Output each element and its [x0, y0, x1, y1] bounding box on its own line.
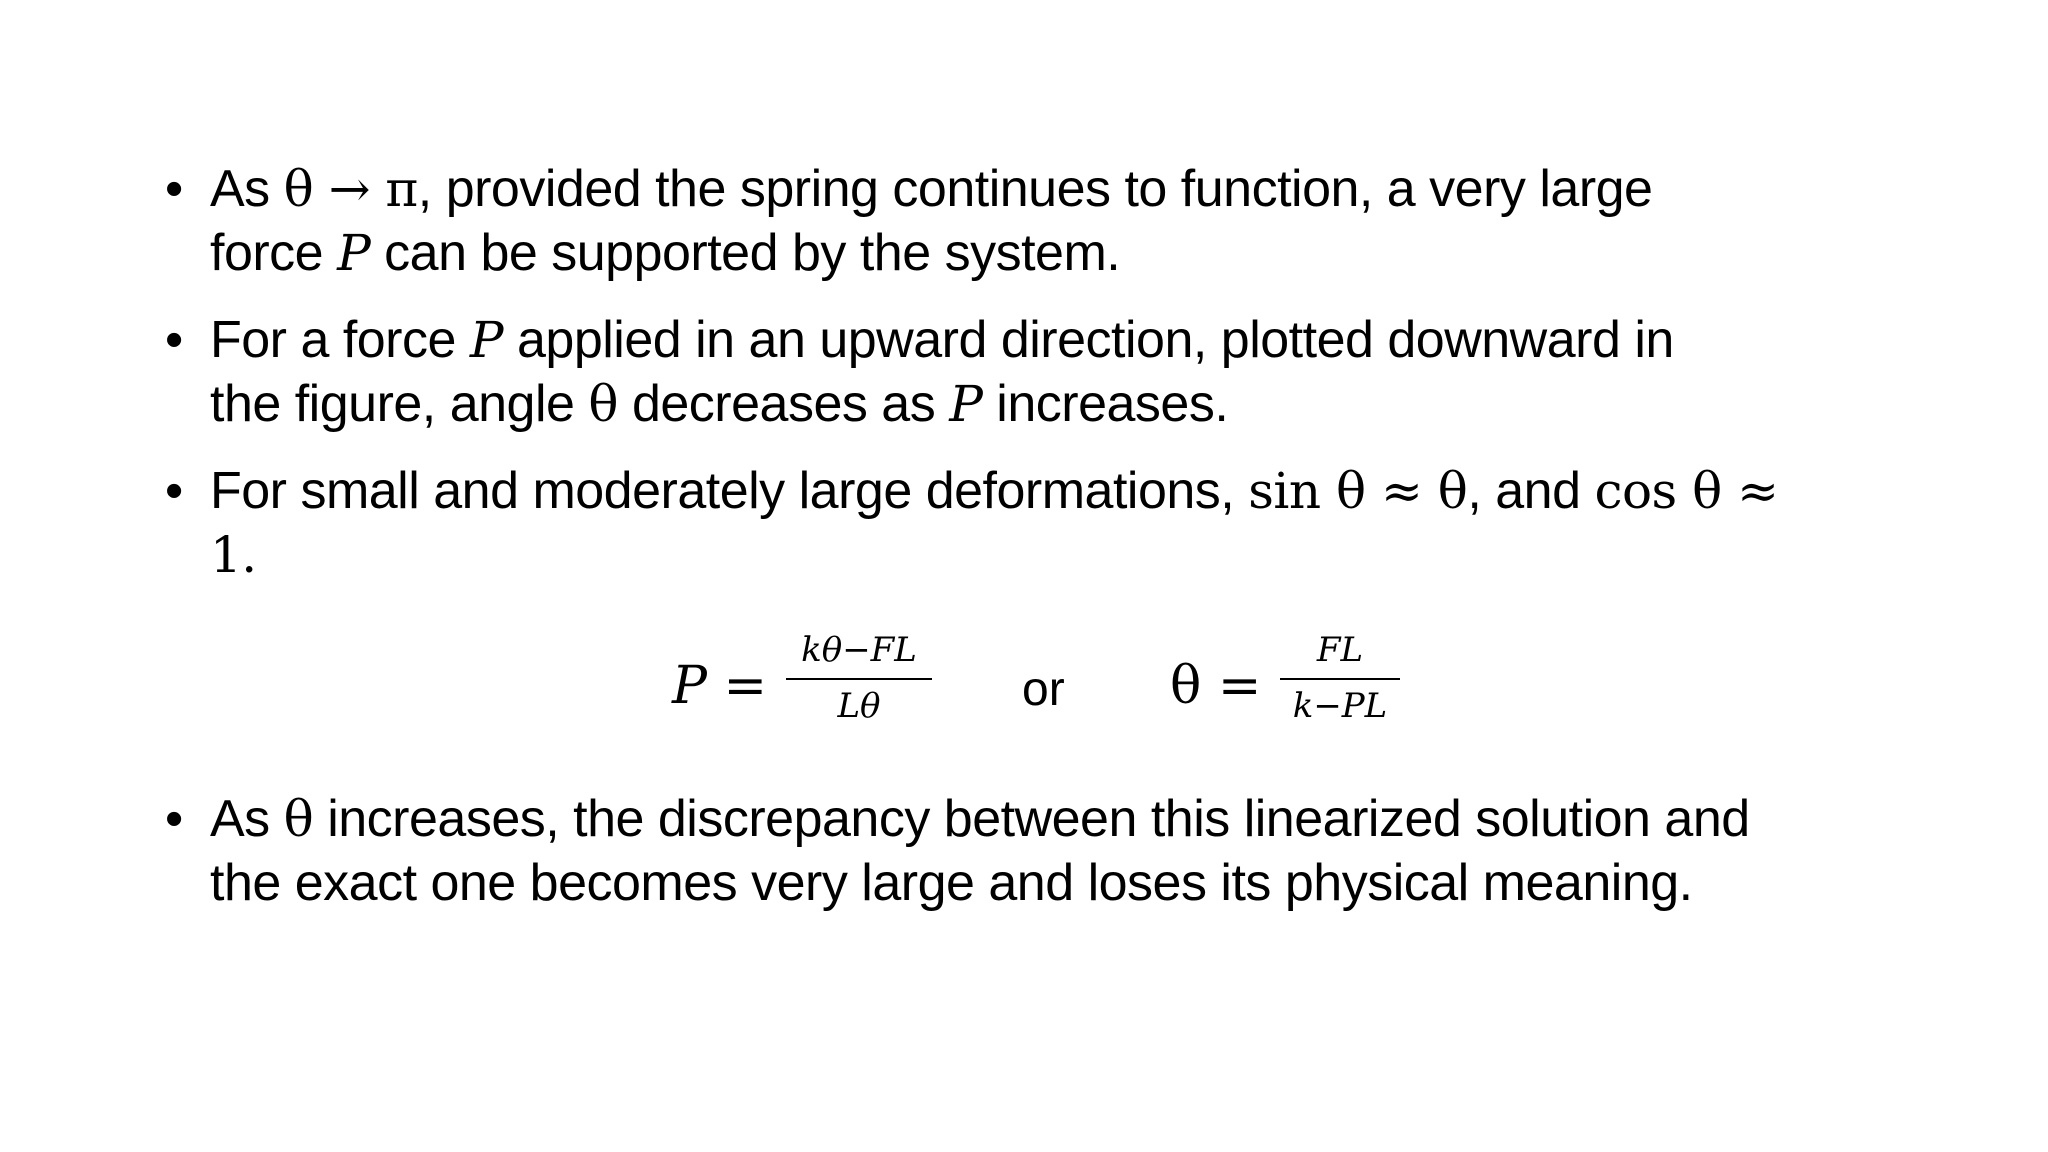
math-p: P — [337, 224, 371, 282]
or-label: or — [1022, 663, 1065, 716]
bullet-text — [210, 787, 1925, 915]
text-run: For a force — [210, 311, 470, 369]
text-run: , provided the spring continues to function, a very large — [417, 160, 1653, 218]
eq1-fraction — [786, 630, 932, 726]
text-run: As — [210, 790, 284, 848]
math-theta: θ — [283, 790, 314, 848]
bullet-symbol: • — [165, 160, 184, 218]
bullet-text — [210, 459, 1925, 587]
eq1-lhs: P = — [672, 656, 768, 716]
text-run: force — [210, 224, 338, 282]
math-one: 1. — [210, 526, 257, 584]
text-run: increases, the discrepancy between this linearized solution and — [313, 790, 1750, 848]
math-theta-pi: θ → π — [283, 160, 418, 218]
eq2-numerator: FL — [1316, 630, 1364, 670]
fraction-bar — [1280, 678, 1400, 680]
text-run: For small and moderately large deformations, — [210, 462, 1249, 520]
text-run: decreases as — [618, 375, 950, 433]
fraction-bar — [786, 678, 932, 680]
bullet-2 — [165, 308, 1925, 436]
equations-row — [0, 630, 2048, 750]
eq2-denominator: k−PL — [1292, 686, 1388, 726]
math-sin-approx: sin θ ≈ θ — [1248, 462, 1468, 520]
eq2-lhs: θ = — [1170, 656, 1262, 716]
bullet-symbol: • — [165, 790, 184, 848]
eq1-denominator: Lθ — [837, 686, 881, 726]
eq2-fraction — [1280, 630, 1400, 726]
bullet-4 — [165, 787, 1925, 915]
math-p: P — [469, 311, 504, 369]
text-run: the exact one becomes very large and loses its physical meaning. — [210, 854, 1693, 912]
bullet-3 — [165, 459, 1925, 587]
text-run: As — [210, 160, 284, 218]
math-theta: θ — [588, 375, 618, 433]
bullet-text — [210, 308, 1925, 436]
bullet-symbol: • — [165, 311, 184, 369]
bullet-text — [210, 157, 1925, 285]
text-run: increases. — [982, 375, 1229, 433]
text-run: the figure, angle — [210, 375, 589, 433]
math-p: P — [949, 375, 983, 433]
text-run: can be supported by the system. — [370, 224, 1121, 282]
bullet-1 — [165, 157, 1925, 285]
eq1-numerator: kθ−FL — [801, 630, 917, 670]
text-run: , and — [1467, 462, 1595, 520]
bullet-symbol: • — [165, 462, 184, 520]
text-run: applied in an upward direction, plotted downward in — [503, 311, 1674, 369]
math-cos-approx: cos θ ≈ — [1594, 462, 1779, 520]
